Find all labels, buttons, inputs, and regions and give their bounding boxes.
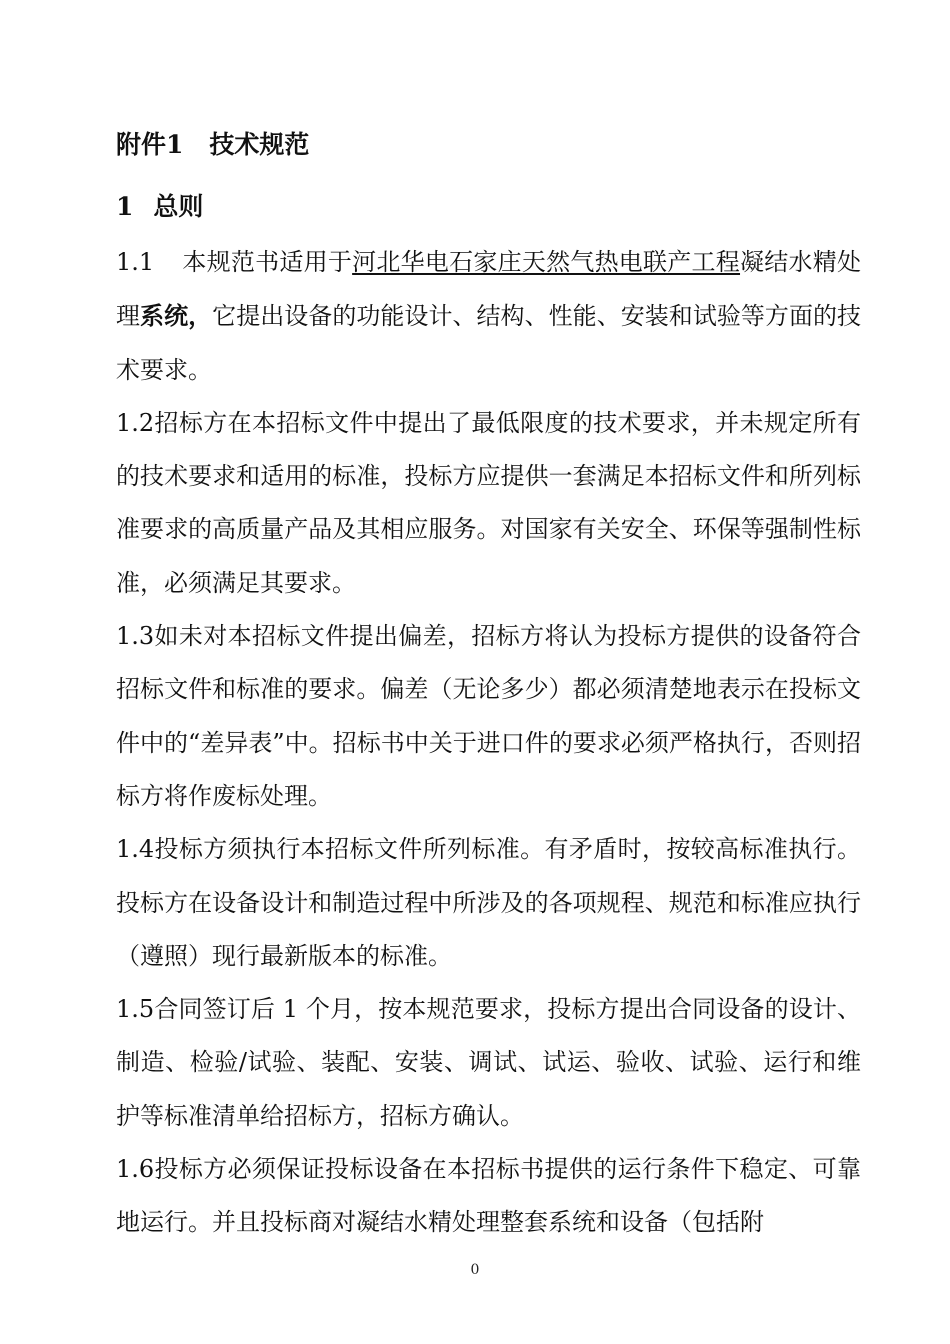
paragraph-number: 1.2 bbox=[116, 408, 155, 437]
paragraph-1-6 bbox=[116, 1143, 861, 1250]
paragraph-text: 本规范书适用于 bbox=[182, 248, 353, 276]
paragraph-text: 合同签订后 1 个月，按本规范要求，投标方提出合同设备的设计、制造、检验/试验、装配、安装、调试、试运、验收、试验、运行和维护等标准清单给招标方，招标方确认。 bbox=[116, 995, 861, 1130]
paragraph-text: 投标方必须保证投标设备在本招标书提供的运行条件下稳定、可靠地运行。并且投标商对凝结水精处理整套系统和设备（包括附 bbox=[116, 1155, 861, 1237]
paragraph-1-5 bbox=[116, 983, 861, 1143]
paragraph-1-3 bbox=[116, 610, 861, 823]
paragraph-text: 投标方须执行本招标文件所列标准。有矛盾时，按较高标准执行。投标方在设备设计和制造过程中所涉及的各项规程、规范和标准应执行（遵照）现行最新版本的标准。 bbox=[116, 835, 861, 970]
paragraph-text: 如未对本招标文件提出偏差，招标方将认为投标方提供的设备符合招标文件和标准的要求。偏差（无论多少）都必须清楚地表示在投标文件中的“差异表”中。招标书中关于进口件的要求必须严格执行，否则招标方将作废标处理。 bbox=[116, 622, 861, 810]
attachment-title: 技术规范 bbox=[209, 130, 310, 159]
project-name: 河北华电石家庄天然气热电联产工程 bbox=[352, 248, 741, 276]
paragraph-text: 凝结水精处理 bbox=[116, 248, 862, 331]
paragraph-number: 1.4 bbox=[116, 835, 155, 864]
section-title: 总则 bbox=[153, 192, 204, 221]
paragraph-number: 1.3 bbox=[116, 622, 155, 651]
paragraph-1-4 bbox=[116, 823, 861, 983]
paragraph-text: 招标方在本招标文件中提出了最低限度的技术要求，并未规定所有的技术要求和适用的标准，投标方应提供一套满足本招标文件和所列标准要求的高质量产品及其相应服务。对国家有关安全、环保等强制性标准，必须满足其要求。 bbox=[116, 408, 861, 597]
paragraph-number: 1.1 bbox=[116, 248, 155, 276]
paragraph-text: 它提出设备的功能设计、结构、性能、安装和试验等方面的技术要求。 bbox=[116, 302, 862, 384]
section-number: 1 bbox=[116, 192, 134, 221]
attachment-heading bbox=[116, 130, 309, 160]
body-text bbox=[116, 236, 861, 1250]
bold-text: 系统， bbox=[140, 301, 213, 331]
paragraph-number: 1.5 bbox=[116, 995, 155, 1024]
section-heading bbox=[116, 192, 203, 222]
paragraph-1-1 bbox=[116, 236, 861, 397]
paragraph-1-2 bbox=[116, 397, 861, 610]
attachment-label: 附件1 bbox=[116, 130, 184, 159]
paragraph-number: 1.6 bbox=[116, 1155, 155, 1184]
page-number: 0 bbox=[470, 1262, 480, 1278]
